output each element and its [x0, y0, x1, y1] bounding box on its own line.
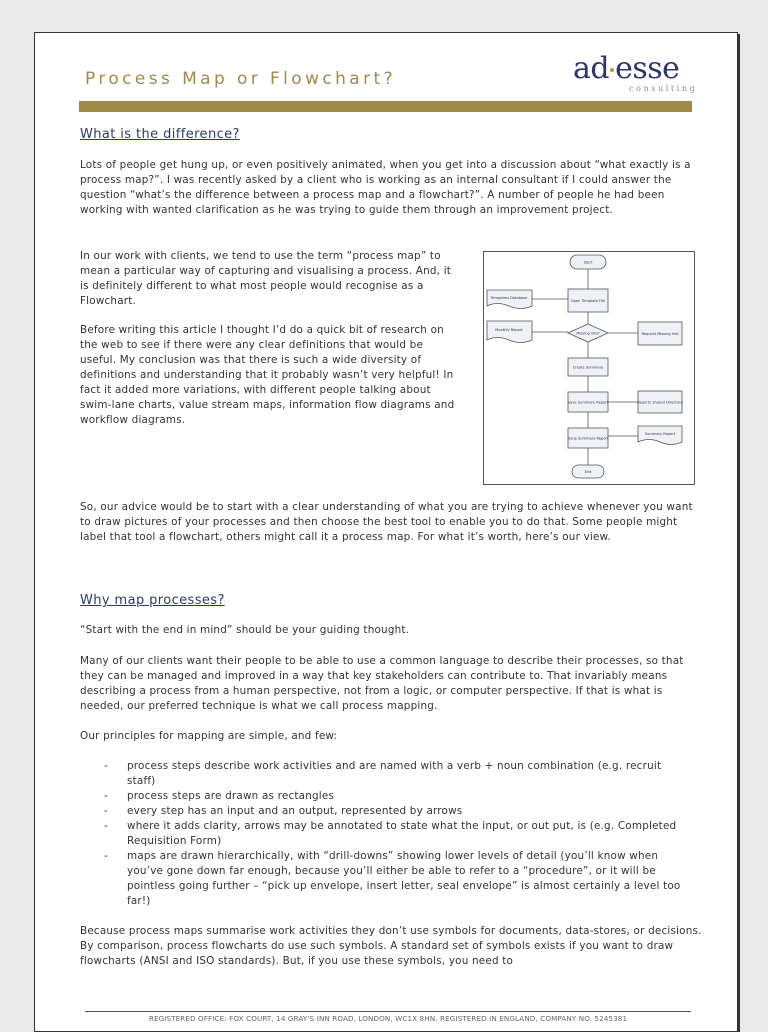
flowchart-label-start: Start [583, 260, 593, 265]
paragraph-research: Before writing this article I thought I’d do a quick bit of research on the web to see if there were any clear definitions that would be useful. My conclusion was that there is such a wide diversity of definitions and understanding that it probably wasn’t very helpful! In fact it added more variations, with different people talking about swim-lane charts, value stream maps, information flow diagrams and workflow diagrams. [80, 324, 455, 426]
section-heading-difference: What is the difference? [80, 127, 240, 142]
page-title: Process Map or Flowchart? [85, 69, 396, 89]
paragraph-advice: So, our advice would be to start with a clear understanding of what you are trying to achieve whenever you want to draw pictures of your processes and then choose the best tool to enable you to do that. Some people might label that tool a flowchart, others might call it a process map. For what it’s worth, here’s our view. [80, 501, 693, 543]
list-item: - where it adds clarity, arrows may be annotated to state what the input, or out put, is (e.g. Completed Requisition Form) [80, 819, 690, 849]
company-logo [573, 51, 679, 86]
paragraph-symbols: Because process maps summarise work activities they don’t use symbols for documents, data-stores, or decisions. By comparison, process flowcharts do use such symbols. A standard set of symbols exists if you want to draw flowcharts (ANSI and ISO standards). But, if you use these symbols, you need to [80, 925, 702, 967]
flowchart-label-templates: Templates Database [490, 296, 528, 300]
paragraph-process-map-term: In our work with clients, we tend to use the term “process map” to mean a particular way of capturing and visualising a process. And, it is definitely different to what most people would recognise as a Flowchart. [80, 250, 452, 307]
flowchart-figure [483, 251, 695, 485]
logo-text-right: esse [615, 51, 680, 86]
paragraph-common-language: Many of our clients want their people to be able to use a common language to describe their processes, so that they can be managed and improved in a way that key stakeholders can contribute to. That invariably means describing a process from a human perspective, not from a logic, or computer perspective. If that is what is needed, our preferred technique is what we call process mapping. [80, 655, 684, 712]
flowchart-label-open: Open Template File [570, 299, 606, 303]
flowchart-label-request: Request Missing Info [641, 332, 679, 336]
header-rule [79, 101, 692, 112]
footer-registered-office: REGISTERED OFFICE: FOX COURT, 14 GRAY’S INN ROAD, LONDON, WC1X 8HN. REGISTERED IN ENGLAND, COMPANY NO. 5245381 [148, 1014, 628, 1023]
flowchart-label-monthly: Monthly Report [495, 328, 523, 332]
flowchart-label-end: End [584, 470, 592, 474]
paragraph-intro: Lots of people get hung up, or even positively animated, when you get into a discussion about “what exactly is a process map?”. I was recently asked by a client who is working as an internal consultant if I could answer the question “what’s the difference between a process map and a flowchart?”. A number of people he had been working with wanted clarification as he was trying to guide them through an improvement project. [80, 159, 691, 216]
flowchart-label-reports: Reports Shared Directory [637, 400, 683, 405]
flowchart-label-summary: Summary Report [644, 432, 676, 436]
section-heading-why-map: Why map processes? [80, 593, 225, 608]
flowchart-label-create: Create Summary [572, 365, 604, 370]
flowchart-svg [484, 252, 694, 484]
flowchart-label-issue: Issue Summary Report [567, 436, 609, 441]
flowchart-label-missing: Missing Info? [576, 331, 600, 336]
list-item: - every step has an input and an output, represented by arrows [80, 804, 690, 819]
principles-list [80, 759, 690, 909]
logo-subtitle: consulting [629, 84, 698, 93]
paragraph-start-with-end: “Start with the end in mind” should be your guiding thought. [80, 624, 410, 636]
paragraph-principles: Our principles for mapping are simple, and few: [80, 730, 338, 742]
document-page [34, 32, 738, 1032]
footer-rule [85, 1011, 691, 1012]
list-item: - process steps describe work activities and are named with a verb + noun combination (e.g. recruit staff) [80, 759, 690, 789]
logo-text-left: ad [573, 51, 610, 86]
list-item: - maps are drawn hierarchically, with “drill-downs” showing lower levels of detail (you’ll know when you’ve gone down far enough, because you’ll either be able to refer to a “procedure”, or it will be pointless going further – “pick up envelope, insert letter, seal envelope” is almost certainly a level too far!) [80, 849, 690, 909]
flowchart-label-save: Save Summary Report [567, 400, 609, 405]
list-item: - process steps are drawn as rectangles [80, 789, 690, 804]
logo-dot-icon [610, 68, 614, 72]
